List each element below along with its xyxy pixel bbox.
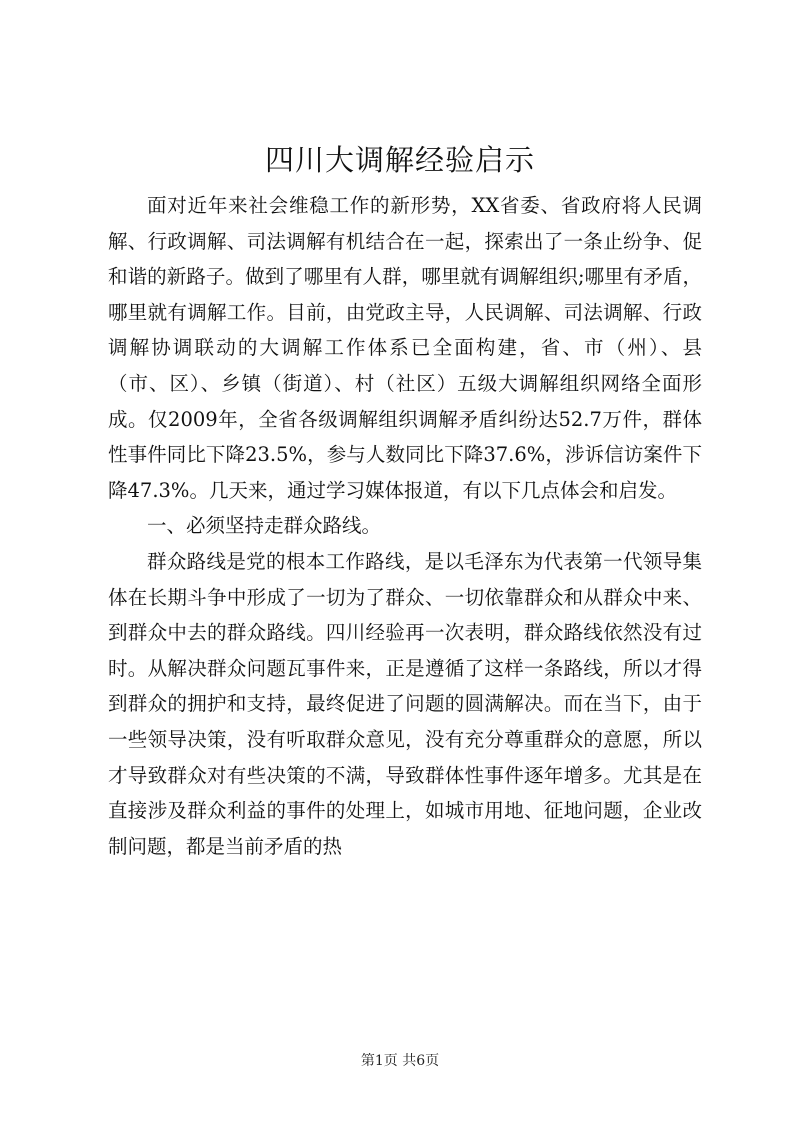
page-footer	[0, 1050, 800, 1070]
document-body	[108, 188, 702, 864]
page-number-label: 第1页 共6页	[360, 1053, 440, 1069]
document-title: 四川大调解经验启示	[264, 143, 535, 177]
section-heading-1: 一、必须坚持走群众路线。	[147, 514, 382, 538]
paragraph-intro: 面对近年来社会维稳工作的新形势，XX省委、省政府将人民调解、行政调解、司法调解有机结合在一起，探索出了一条止纷争、促和谐的新路子。做到了哪里有人群，哪里就有调解组织;哪里有矛盾，哪里就有调解工作。目前，由党政主导，人民调解、司法调解、行政调解协调联动的大调解工作体系已全面构建，省、市（州）、县（市、区）、乡镇（街道）、村（社区）五级大调解组织网络全面形成。仅2009年，全省各级调解组织调解矛盾纠纷达52.7万件，群体性事件同比下降23.5%，参与人数同比下降37.6%，涉诉信访案件下降47.3%。几天来，通过学习媒体报道，有以下几点体会和启发。	[108, 194, 702, 502]
paragraph-mass-line: 群众路线是党的根本工作路线，是以毛泽东为代表第一代领导集体在长期斗争中形成了一切为了群众、一切依靠群众和从群众中来、到群众中去的群众路线。四川经验再一次表明，群众路线依然没有过时。从解决群众问题瓦事件来，正是遵循了这样一条路线，所以才得到群众的拥护和支持，最终促进了问题的圆满解决。而在当下，由于一些领导决策，没有听取群众意见，没有充分尊重群众的意愿，所以才导致群众对有些决策的不满，导致群体性事件逐年增多。尤其是在直接涉及群众利益的事件的处理上，如城市用地、征地问题，企业改制问题，都是当前矛盾的热	[108, 549, 702, 858]
